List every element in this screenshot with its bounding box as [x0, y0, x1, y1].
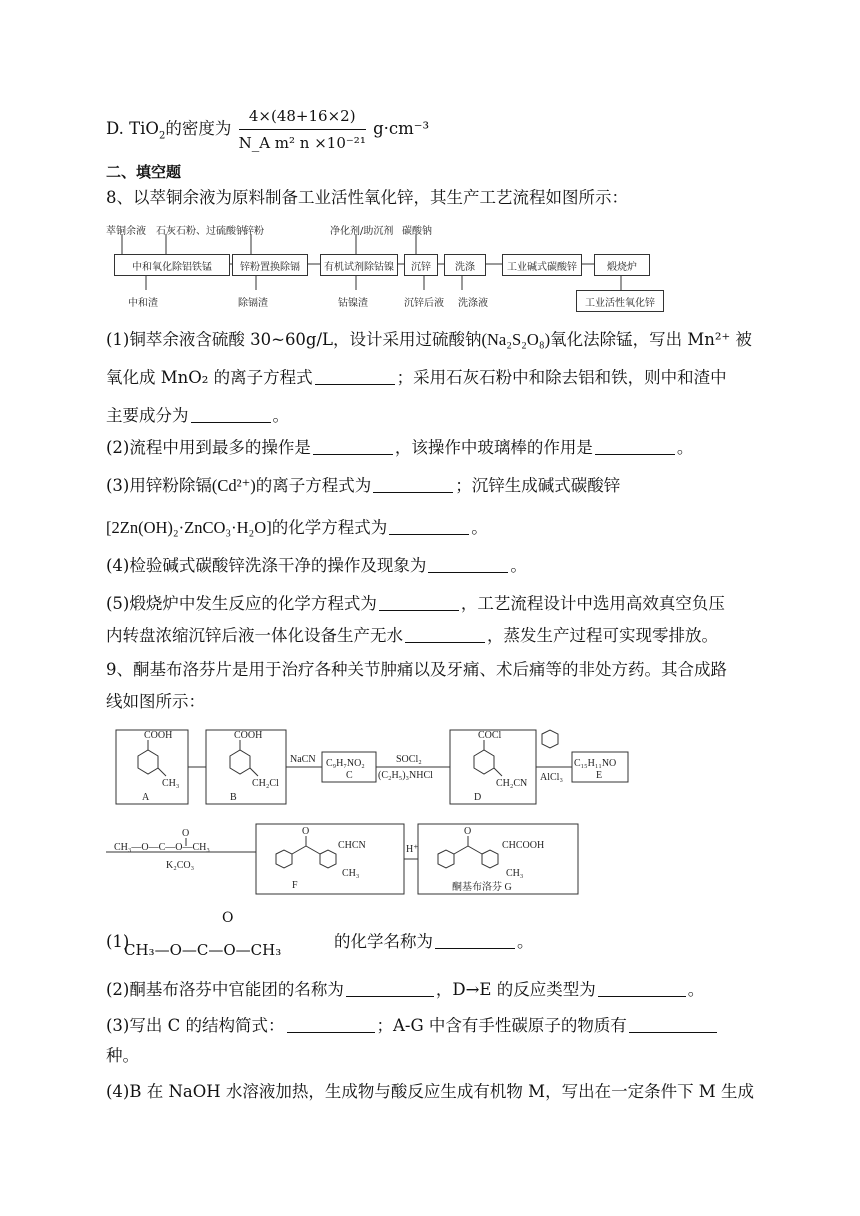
answer-blank[interactable]	[191, 406, 271, 423]
answer-blank[interactable]	[405, 626, 485, 643]
q9-p3-b: ；A-G 中含有手性碳原子的物质有	[376, 1016, 627, 1035]
scheme-amine: (C₂H₅)₃NHCl	[378, 770, 433, 781]
answer-blank[interactable]	[379, 594, 459, 611]
scheme-b-cooh: COOH	[234, 730, 263, 741]
scheme-c-label: C	[346, 770, 353, 781]
scheme-b-ch2cl: CH₂Cl	[252, 778, 279, 789]
q8-p5-d: ，蒸发生产过程可实现零排放。	[487, 626, 718, 645]
fraction-numerator: 4×(48+16×2)	[239, 104, 366, 130]
scheme-e-label: E	[596, 770, 603, 781]
answer-blank[interactable]	[629, 1016, 717, 1033]
scheme-f-chcn: CHCN	[338, 840, 366, 851]
flow-input-4: 净化剂/助沉剂	[330, 226, 394, 237]
scheme-f-o: O	[302, 826, 310, 837]
q9-p2	[106, 978, 704, 1002]
scheme-d-cocl: COCl	[478, 730, 502, 741]
q8-p1-line1	[106, 328, 752, 352]
q9-p3-a: (3)写出 C 的结构简式：	[106, 1016, 285, 1035]
q8-p5-line2	[106, 624, 718, 648]
scheme-g-o: O	[464, 826, 472, 837]
q8-p3-d: 的化学方程式为	[271, 518, 388, 537]
q9-p1-b: 的化学名称为	[334, 932, 433, 951]
q8-p2	[106, 436, 693, 460]
q8-p3-b: 的离子方程式为	[255, 476, 372, 495]
flow-step-2: 锌粉置换除镉	[232, 254, 308, 276]
q9-p2-b: ，D→E 的反应类型为	[435, 980, 596, 999]
option-d-prefix: D. TiO	[106, 119, 159, 138]
q8-p3-ion: (Cd²⁺)	[211, 476, 256, 495]
q8-p4	[106, 554, 527, 578]
section-title: 二、填空题	[106, 163, 182, 181]
scheme-drawing	[106, 726, 666, 896]
q8-p1-formula: (Na₂S₂O₈)	[481, 330, 551, 349]
answer-blank[interactable]	[435, 932, 515, 949]
scheme-c-formula: C₉H₇NO₂	[326, 758, 365, 769]
q9-p1-a: (1)	[106, 932, 130, 951]
option-d	[106, 104, 429, 155]
flow-step-8: 工业活性氧化锌	[576, 290, 664, 312]
q8-p3-line2	[106, 516, 488, 540]
answer-blank[interactable]	[287, 1016, 375, 1033]
punct: 。	[676, 438, 694, 457]
answer-blank[interactable]	[315, 368, 395, 385]
q8-p2-a: (2)流程中用到最多的操作是	[106, 438, 311, 457]
scheme-k2co3: K₂CO₃	[166, 860, 195, 871]
q9-p1-o: O	[222, 910, 234, 926]
density-unit: g·cm⁻³	[373, 119, 430, 138]
q8-p5-line1	[106, 592, 725, 616]
q8-p3-line1	[106, 474, 620, 498]
q9-p3-line1	[106, 1014, 719, 1038]
punct: 。	[510, 556, 527, 575]
scheme-g-chcooh: CHCOOH	[502, 840, 545, 851]
flow-step-3: 有机试剂除钴镍	[320, 254, 398, 276]
scheme-hplus: H⁺	[406, 844, 419, 855]
flow-step-7: 煅烧炉	[594, 254, 650, 276]
answer-blank[interactable]	[373, 476, 453, 493]
fraction-denominator: N_A m² n ×10⁻²¹	[238, 134, 366, 152]
q9-p3-line2: 种。	[106, 1046, 139, 1065]
flow-input-3: 锌粉	[244, 226, 264, 237]
answer-blank[interactable]	[313, 438, 393, 455]
q8-p1-a: (1)铜萃余液含硫酸 30~60g/L，设计采用过硫酸钠	[106, 330, 482, 349]
q8-p1-b: 氧化法除锰，写出 Mn²⁺ 被	[550, 330, 752, 349]
q9-stem-1: 9、酮基布洛芬片是用于治疗各种关节肿痛以及牙痛、术后痛等的非处方药。其合成路	[106, 660, 727, 679]
scheme-g-ch3: CH₃	[506, 868, 524, 879]
q8-p3-c: ；沉锌生成碱式碳酸锌	[455, 476, 621, 495]
punct: 。	[517, 932, 534, 951]
scheme-d-ch2cn: CH₂CN	[496, 778, 528, 789]
q9-stem-2: 线如图所示：	[106, 692, 205, 711]
scheme-dmc: CH₃—O—C—O—CH₃	[114, 842, 210, 853]
scheme-a-ch3: CH₃	[162, 778, 180, 789]
scheme-f-ch3: CH₃	[342, 868, 360, 879]
scheme-g-label: 酮基布洛芬 G	[452, 882, 512, 893]
flow-step-5: 洗涤	[444, 254, 486, 276]
scheme-b-label: B	[230, 792, 237, 803]
q9-p4: (4)B 在 NaOH 水溶液加热，生成物与酸反应生成有机物 M，写出在一定条件下 M 生成	[106, 1082, 754, 1101]
scheme-e-formula: C₁₅H₁₁NO	[574, 758, 617, 769]
flow-output-4: 沉锌后液	[404, 298, 444, 309]
q9-p1-tail	[334, 930, 534, 954]
answer-blank[interactable]	[389, 518, 469, 535]
q8-p3-formula: [2Zn(OH)₂·ZnCO₃·H₂O]	[106, 518, 272, 537]
flow-output-1: 中和渣	[128, 298, 158, 309]
q8-p1-d: ；采用石灰石粉中和除去铝和铁，则中和渣中	[396, 368, 727, 387]
q8-p1-e: 主要成分为	[106, 406, 189, 425]
q9-synthesis-scheme	[106, 726, 666, 896]
flow-input-1: 萃铜余液	[106, 226, 146, 237]
density-fraction	[239, 104, 366, 155]
q8-stem: 8、以萃铜余液为原料制备工业活性氧化锌，其生产工艺流程如图所示：	[106, 188, 628, 207]
q8-p4-a: (4)检验碱式碳酸锌洗涤干净的操作及现象为	[106, 556, 427, 575]
q9-p1-struct: CH₃—O—C—O—CH₃	[124, 941, 282, 959]
scheme-a-label: A	[142, 792, 150, 803]
option-d-middle: 的密度为	[165, 119, 232, 138]
flow-output-5: 洗涤液	[458, 298, 488, 309]
punct: 。	[687, 980, 705, 999]
punct: 。	[272, 406, 289, 425]
scheme-alcl3: AlCl₃	[540, 772, 563, 783]
flow-output-2: 除镉渣	[238, 298, 268, 309]
flow-input-5: 碳酸钠	[402, 226, 432, 237]
flow-step-4: 沉锌	[404, 254, 438, 276]
q8-p1-line3	[106, 404, 289, 428]
punct: 。	[471, 518, 488, 537]
scheme-socl2: SOCl₂	[396, 754, 422, 765]
scheme-nacn: NaCN	[290, 754, 316, 765]
answer-blank[interactable]	[428, 556, 508, 573]
q8-p1-line2	[106, 366, 727, 390]
flow-step-6: 工业碱式碳酸锌	[502, 254, 582, 276]
q8-flowchart	[106, 218, 666, 318]
option-d-sub: 2	[158, 130, 166, 142]
q8-p5-b: ，工艺流程设计中选用高效真空负压	[460, 594, 725, 613]
q8-p5-a: (5)煅烧炉中发生反应的化学方程式为	[106, 594, 377, 613]
q8-p3-a: (3)用锌粉除镉	[106, 476, 212, 495]
answer-blank[interactable]	[595, 438, 675, 455]
scheme-a-cooh: COOH	[144, 730, 173, 741]
scheme-dmc-o: O	[182, 828, 190, 839]
answer-blank[interactable]	[598, 980, 686, 997]
q8-p2-b: ，该操作中玻璃棒的作用是	[394, 438, 593, 457]
q8-p1-c: 氧化成 MnO₂ 的离子方程式	[106, 368, 313, 387]
scheme-f-label: F	[292, 880, 298, 891]
flow-input-2: 石灰石粉、过硫酸钠	[156, 226, 246, 237]
flow-step-1: 中和氧化除铝铁锰	[114, 254, 230, 276]
q8-p5-c: 内转盘浓缩沉锌后液一体化设备生产无水	[106, 626, 403, 645]
answer-blank[interactable]	[346, 980, 434, 997]
scheme-d-label: D	[474, 792, 482, 803]
flow-output-3: 钴镍渣	[338, 298, 368, 309]
q9-p2-a: (2)酮基布洛芬中官能团的名称为	[106, 980, 344, 999]
